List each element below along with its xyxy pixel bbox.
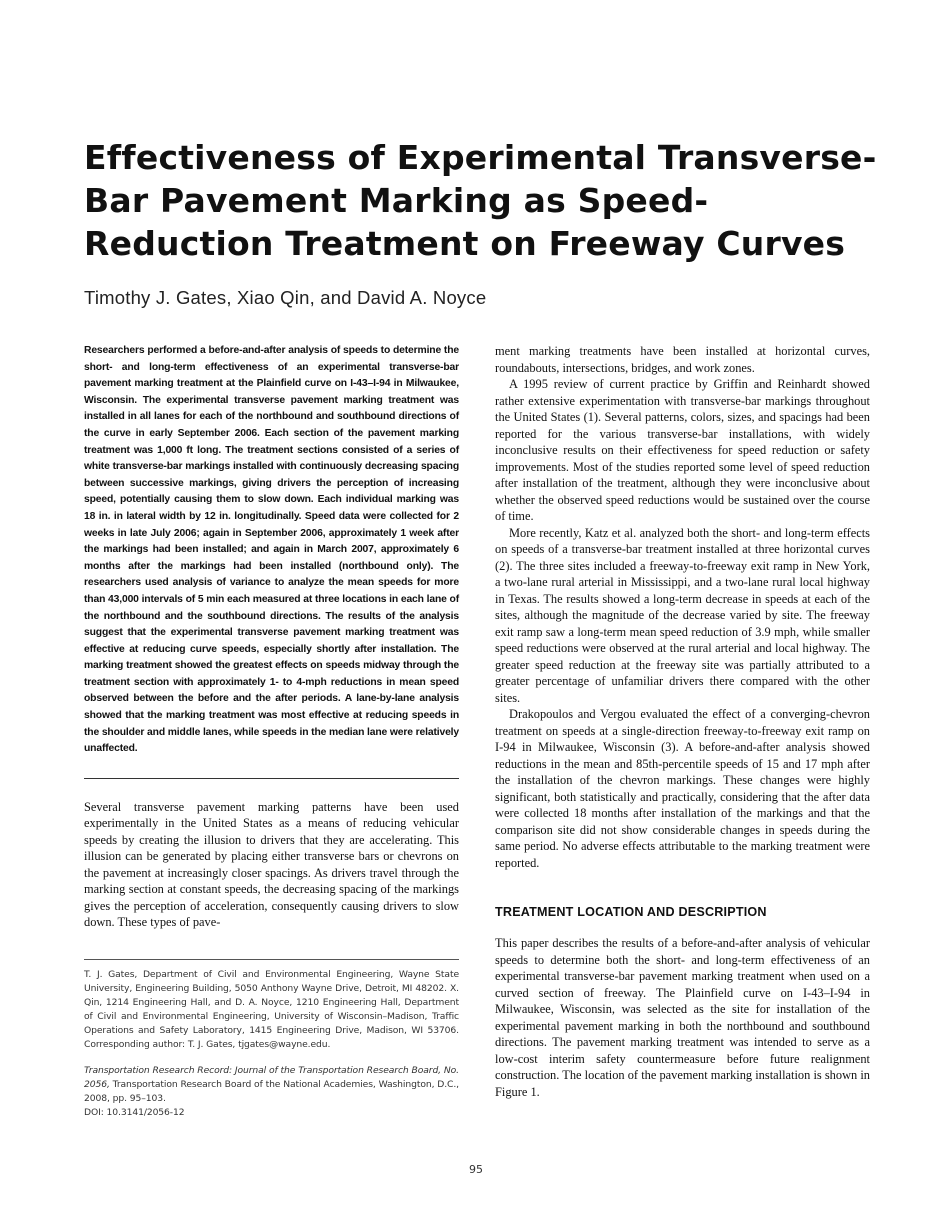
- body-paragraph-4: Drakopoulos and Vergou evaluated the effect of a converging-chevron treatment on speeds at a single-direction freeway-to-freeway exit ramp on I-94 in Milwaukee, Wisconsin (3). A before-and-after analysis showed reductions in the mean and 85th-percentile speeds of 15 and 17 mph after the installation of the chevron markings. These changes were highly significant, both statistically and practically, considering that the after data were collected 18 months after installation of the markings and that the comparison site did not show considerable changes in speeds during the same period. No adverse effects attributable to the marking treatment were reported.: [495, 707, 870, 870]
- journal-details: Transportation Research Board of the National Academies, Washington, D.C., 2008, pp. 95–103.: [84, 1078, 459, 1104]
- abstract-divider: [84, 778, 459, 779]
- body-paragraph-1: ment marking treatments have been installed at horizontal curves, roundabouts, intersections, bridges, and work zones.: [495, 344, 870, 375]
- paper-title: Effectiveness of Experimental Transverse-Bar Pavement Marking as Speed-Reduction Treatment on Freeway Curves: [84, 138, 877, 263]
- body-paragraph-2: A 1995 review of current practice by Griffin and Reinhardt showed rather extensive experimentation with transverse-bar markings throughout the United States (1). Several patterns, colors, sizes, and spacings had been reported for the various transverse-bar installations, with widely inconclusive results on their effectiveness for speed reduction or safety improvements. Most of the studies reported some level of speed reduction after installation of the treatment, although they were inconclusive about whether the observed speed reductions would be sustained over the course of time.: [495, 377, 870, 523]
- section-heading: TREATMENT LOCATION AND DESCRIPTION: [495, 905, 767, 919]
- intro-paragraph: Several transverse pavement marking patterns have been used experimentally in the United States as a means of reducing vehicular speeds by creating the illusion to drivers that they are accelerating. This illusion can be generated by placing either transverse bars or chevrons on the pavement at increasingly closer spacings. As drivers travel through the marking section at constant speeds, the decreasing spacing of the markings gives the perception of acceleration, consequently causing drivers to slow down. These types of pave-: [84, 799, 459, 930]
- body-paragraph-3: More recently, Katz et al. analyzed both the short- and long-term effects on speeds of a transverse-bar treatment installed at three horizontal curves (2). The three sites included a freeway-to-freeway exit ramp in New York, a two-lane rural arterial in Mississippi, and a two-lane rural local highway in Texas. The results showed a long-term decrease in speeds at each of the sites, although the magnitude of the decrease varied by site. The freeway exit ramp saw a long-term mean speed reduction of 3.9 mph, while smaller speed reductions were observed at the rural arterial and local highway. The greater speed reduction at the freeway site was partially attributed to a greater percentage of unfamiliar drivers there compared with the other sites.: [495, 525, 870, 705]
- right-column: [495, 343, 870, 1100]
- footnote-divider: [84, 959, 459, 960]
- author-affiliations: T. J. Gates, Department of Civil and Environmental Engineering, Wayne State University, Engineering Building, 5050 Anthony Wayne Drive, Detroit, MI 48202. X. Qin, 1214 Engineering Hall, and D. A. Noyce, 1210 Engineering Hall, Department of Civil and Environmental Engineering, University of Wisconsin–Madison, Traffic Operations and Safety Laboratory, 1415 Engineering Drive, Madison, WI 53706. Corresponding author: T. J. Gates, tjgates@wayne.edu.: [84, 968, 459, 1050]
- journal-citation: [84, 1064, 459, 1106]
- journal-title: Transportation Research Record: Journal of the Transportation Research Board, No. 2056,: [84, 1064, 459, 1090]
- page-number: 95: [469, 1163, 483, 1176]
- doi: DOI: 10.3141/2056-12: [84, 1106, 185, 1118]
- left-column: [84, 343, 459, 1120]
- body-paragraph-5: This paper describes the results of a before-and-after analysis of vehicular speeds to determine both the short- and long-term effectiveness of an experimental transverse-bar pavement marking treatment when used on a curved section of freeway. The Plainfield curve on I-43–I-94 in Milwaukee, Wisconsin, was selected as the site for installation of the experimental pavement marking in both the northbound and southbound directions. The pavement marking treatment was intended to serve as a low-cost interim safety countermeasure before future realignment construction. The location of the pavement marking installation is shown in Figure 1.: [495, 936, 870, 1099]
- abstract: Researchers performed a before-and-after analysis of speeds to determine the short- and long-term effectiveness of an experimental transverse-bar pavement marking treatment at the Plainfield curve on I-43–I-94 in Milwaukee, Wisconsin. The experimental transverse pavement marking treatment was installed in all lanes for each of the northbound and southbound directions of the curve in early September 2006. Each section of the pavement marking treatment was 1,000 ft long. The treatment sections consisted of a series of white transverse-bar markings installed with continuously decreasing spacing between successive markings, giving drivers the perception of increasing speed, potentially causing them to slow down. Each individual marking was 18 in. in lateral width by 12 in. longitudinally. Speed data were collected for 2 weeks in late July 2006; again in September 2006, approximately 1 week after the markings had been installed; and again in March 2007, approximately 6 months after the markings had been installed (northbound only). The researchers used analysis of variance to analyze the mean speeds for more than 43,000 intervals of 5 min each measured at three locations in each lane of the northbound and the southbound directions. The results of the analysis suggest that the experimental transverse pavement marking treatment was effective at reducing curve speeds, especially shortly after installation. The marking treatment showed the greatest effects on speeds midway through the treatment section with approximately 1- to 4-mph reductions in mean speed observed between the before and the after periods. A lane-by-lane analysis showed that the marking treatment was most effective at reducing speeds in the shoulder and middle lanes, while speeds in the median lane were relatively unaffected.: [84, 345, 459, 755]
- author-list: Timothy J. Gates, Xiao Qin, and David A. Noyce: [84, 287, 487, 308]
